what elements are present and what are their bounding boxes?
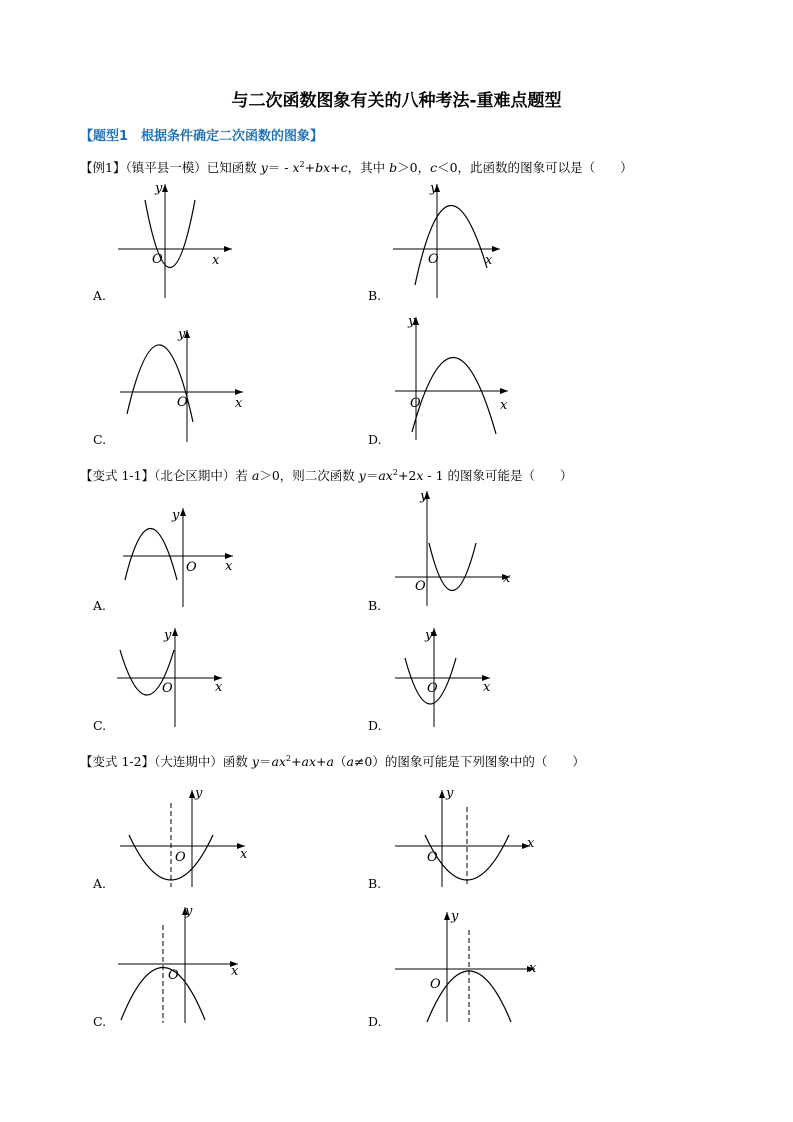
q3-option-b[interactable]: B. <box>368 876 382 891</box>
svg-text:x: x <box>500 398 508 413</box>
question-source: （镇平县一模） <box>125 160 207 175</box>
q2-graph-b <box>390 488 520 608</box>
svg-text:O: O <box>430 977 441 992</box>
q3-option-c[interactable]: C. <box>93 1014 107 1029</box>
q3-graph-a <box>115 785 255 890</box>
svg-text:y: y <box>178 327 186 342</box>
q1-option-d[interactable]: D. <box>368 432 382 447</box>
svg-text:x: x <box>240 847 248 862</box>
q2-option-d[interactable]: D. <box>368 718 382 733</box>
svg-text:x: x <box>527 836 535 851</box>
q1-option-a[interactable]: A. <box>93 288 107 303</box>
svg-text:O: O <box>427 681 438 696</box>
q2-graph-d <box>390 625 510 730</box>
q3-option-a[interactable]: A. <box>93 876 107 891</box>
question-1: 【例1】（镇平县一模）已知函数 $y= - x^2+bx+c$，其中 b＞0，c＜0，此函数的图象可以是（ ） <box>80 159 633 175</box>
svg-text:y: y <box>446 786 454 801</box>
svg-text:y: y <box>164 628 172 643</box>
svg-text:O: O <box>177 395 188 410</box>
question-3: 【变式 1-2】（大连期中）函数 $y=ax^2+ax+a(a\ne 0)$的图象可能是下列图象中的（ ） <box>80 753 585 769</box>
q3-graph-d <box>390 910 540 1025</box>
q2-option-b[interactable]: B. <box>368 598 382 613</box>
q3-graph-c <box>113 905 253 1025</box>
q3-option-d[interactable]: D. <box>368 1014 382 1029</box>
svg-text:O: O <box>428 252 439 267</box>
q1-option-c[interactable]: C. <box>93 432 107 447</box>
question-tag: 【变式 1-2】 <box>80 754 155 769</box>
q1-option-b[interactable]: B. <box>368 288 382 303</box>
question-2: 【变式 1-1】（北仑区期中）若 a＞0，则二次函数 $y=ax^2+2x - 1$ 的图象可能是（ ） <box>80 467 573 483</box>
svg-text:O: O <box>415 579 426 594</box>
q1-graph-a <box>110 180 240 300</box>
svg-text:x: x <box>235 396 243 411</box>
svg-text:y: y <box>451 909 459 924</box>
q2-graph-c <box>112 625 232 730</box>
svg-text:y: y <box>185 904 193 919</box>
svg-text:y: y <box>430 181 438 196</box>
q1-graph-d <box>390 312 525 442</box>
svg-text:O: O <box>168 968 179 983</box>
svg-text:x: x <box>225 559 233 574</box>
question-tag: 【变式 1-1】 <box>80 468 155 483</box>
q2-option-c[interactable]: C. <box>93 718 107 733</box>
q2-option-a[interactable]: A. <box>93 598 107 613</box>
svg-text:y: y <box>172 508 180 523</box>
q3-graph-b <box>390 785 540 890</box>
svg-text:y: y <box>155 181 163 196</box>
svg-text:O: O <box>186 560 197 575</box>
section-heading: 【题型1 根据条件确定二次函数的图象】 <box>80 129 324 144</box>
svg-text:O: O <box>162 681 173 696</box>
svg-text:y: y <box>195 786 203 801</box>
svg-text:y: y <box>420 489 428 504</box>
svg-text:x: x <box>483 680 491 695</box>
svg-text:O: O <box>152 252 163 267</box>
svg-text:O: O <box>410 396 421 411</box>
svg-text:x: x <box>215 680 223 695</box>
svg-text:O: O <box>175 850 186 865</box>
svg-text:x: x <box>231 964 239 979</box>
question-source: （北仑区期中） <box>154 468 236 483</box>
svg-text:y: y <box>408 314 416 329</box>
page-title: 与二次函数图象有关的八种考法-重难点题型 <box>231 91 562 111</box>
svg-text:x: x <box>212 253 220 268</box>
q1-graph-c <box>115 322 250 447</box>
question-tag: 【例1】 <box>80 160 126 175</box>
svg-text:x: x <box>529 961 537 976</box>
q1-graph-b <box>385 180 515 300</box>
svg-text:x: x <box>503 571 511 586</box>
q2-graph-a <box>118 505 243 610</box>
svg-text:y: y <box>425 628 433 643</box>
svg-text:x: x <box>485 253 493 268</box>
question-source: （大连期中） <box>154 754 223 769</box>
svg-text:O: O <box>427 850 438 865</box>
